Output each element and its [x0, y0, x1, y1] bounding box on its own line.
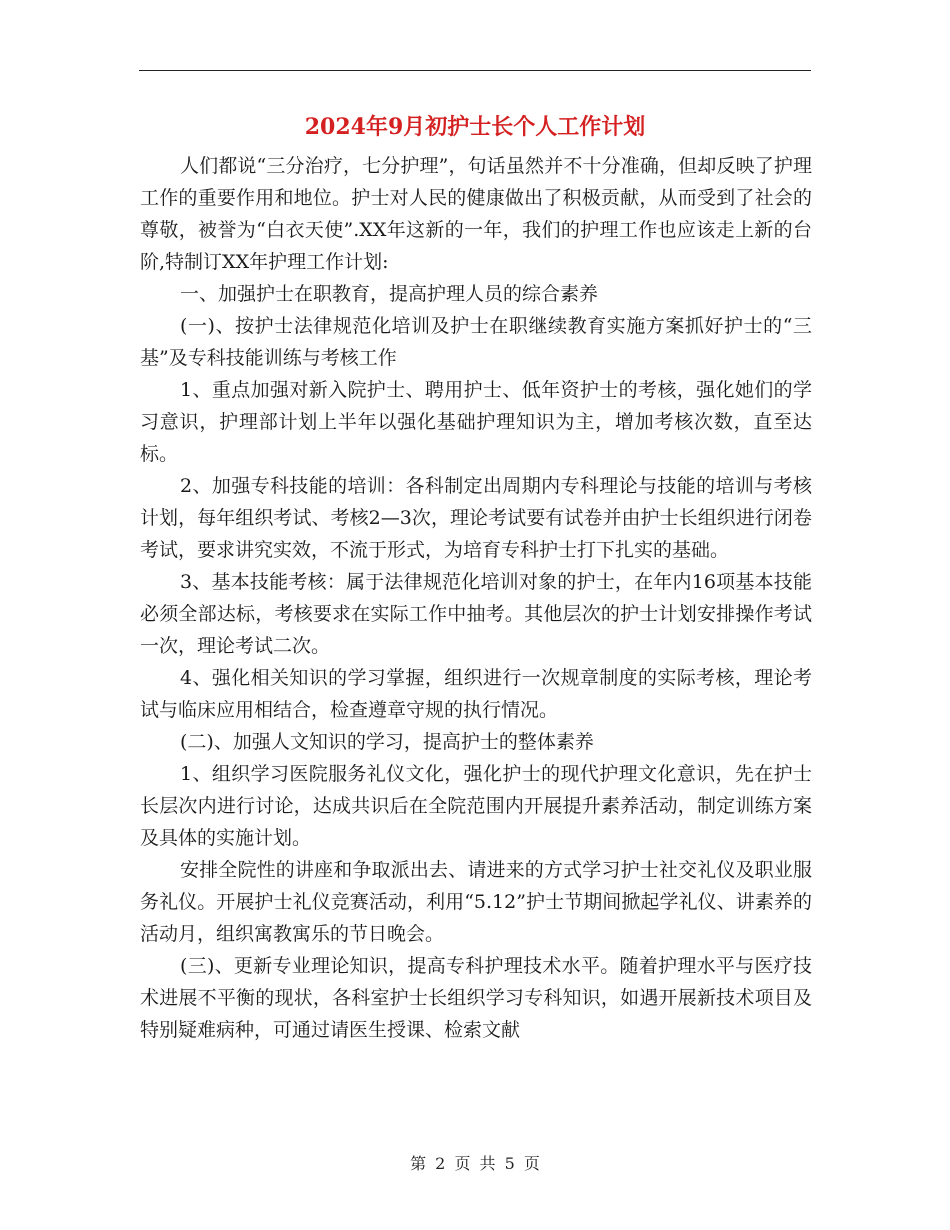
document-title: 2024年9月初护士长个人工作计划 [304, 114, 646, 140]
subsection-heading-2: (二)、加强人文知识的学习，提高护士的整体素养 [180, 731, 594, 753]
header-rule [139, 70, 811, 71]
list-item-3: 3、基本技能考核：属于法律规范化培训对象的护士，在年内16项基本技能必须全部达标，考核要求在实际工作中抽考。其他层次的护士计划安排操作考试一次，理论考试二次。 [140, 571, 812, 657]
subsection-heading-1: (一)、按护士法律规范化培训及护士在职继续教育实施方案抓好护士的“三基”及专科技能训练与考核工作 [140, 315, 812, 369]
paragraph-intro: 人们都说“三分治疗，七分护理”，句话虽然并不十分准确，但却反映了护理工作的重要作用和地位。护士对人民的健康做出了积极贡献，从而受到了社会的尊敬，被誉为“白衣天使”.XX年这新的一年，我们的护理工作也应该走上新的台阶,特制订XX年护理工作计划: [140, 155, 812, 273]
subsection-heading-3: (三)、更新专业理论知识，提高专科护理技术水平。随着护理水平与医疗技术进展不平衡的现状，各科室护士长组织学习专科知识，如遇开展新技术项目及特别疑难病种，可通过请医生授课、检索文献 [140, 955, 812, 1041]
page-footer: 第 2 页 共 5 页 [410, 1154, 540, 1173]
list-item-4: 4、强化相关知识的学习掌握，组织进行一次规章制度的实际考核，理论考试与临床应用相结合，检查遵章守规的执行情况。 [140, 667, 812, 721]
list-item-2: 2、加强专科技能的培训：各科制定出周期内专科理论与技能的培训与考核计划，每年组织考试、考核2—3次，理论考试要有试卷并由护士长组织进行闭卷考试，要求讲究实效，不流于形式，为培育专科护士打下扎实的基础。 [140, 475, 812, 561]
list-item-5: 1、组织学习医院服务礼仪文化，强化护士的现代护理文化意识，先在护士长层次内进行讨论，达成共识后在全院范围内开展提升素养活动，制定训练方案及具体的实施计划。 [140, 763, 812, 849]
document-body [140, 150, 812, 1046]
list-item-1: 1、重点加强对新入院护士、聘用护士、低年资护士的考核，强化她们的学习意识，护理部计划上半年以强化基础护理知识为主，增加考核次数，直至达标。 [140, 379, 812, 465]
paragraph-etiquette: 安排全院性的讲座和争取派出去、请进来的方式学习护士社交礼仪及职业服务礼仪。开展护士礼仪竞赛活动，利用“5.12”护士节期间掀起学礼仪、讲素养的活动月，组织寓教寓乐的节日晚会。 [140, 859, 812, 945]
section-heading-1: 一、加强护士在职教育，提高护理人员的综合素养 [180, 283, 599, 305]
